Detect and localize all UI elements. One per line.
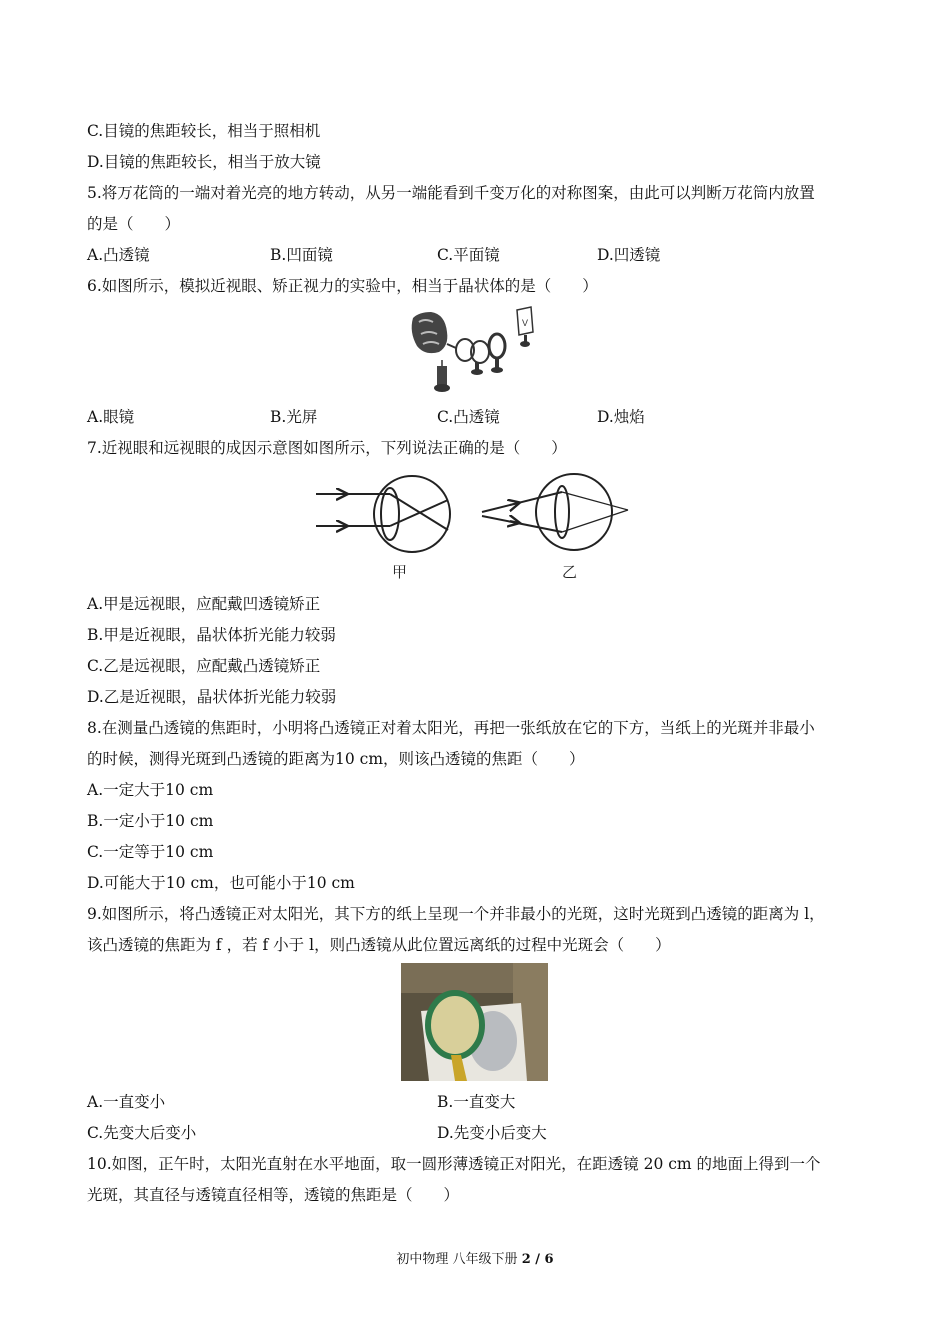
q7-option-c: C.乙是远视眼，应配戴凸透镜矫正 [87,657,321,675]
q8-option-d: D.可能大于10 cm，也可能小于10 cm [87,874,355,892]
label-yi: 乙 [562,563,578,581]
q9-option-c: C.先变大后变小 [87,1124,197,1142]
page-number: 2 / 6 [521,1252,554,1267]
convex-lens-icon [489,334,505,373]
q9-stem-line2: 该凸透镜的焦距为 f ，若 f 小于 l，则凸透镜从此位置远离纸的过程中光斑会（ ） [87,936,671,954]
label-jia: 甲 [392,563,408,581]
q6-option-a: A.眼镜 [87,408,135,426]
q5-option-c: C.平面镜 [437,246,500,264]
candle-icon [434,360,450,392]
q6-option-d: D.烛焰 [597,408,645,426]
q5-option-b: B.凹面镜 [270,246,333,264]
page-footer [0,1248,950,1267]
myopia-eye-diagram [316,476,450,552]
q8-stem-line1: 8.在测量凸透镜的焦距时，小明将凸透镜正对着太阳光，再把一张纸放在它的下方，当纸上的光斑并非最小 [87,719,815,737]
q6-option-c: C.凸透镜 [437,408,500,426]
q8-option-b: B.一定小于10 cm [87,812,214,830]
q5-stem-line2: 的是（ ） [87,215,181,233]
q9-magnifier-photo [401,963,548,1081]
glasses-icon [447,339,489,363]
q4-option-c: C.目镜的焦距较长，相当于照相机 [87,122,321,140]
q7-eye-diagram [310,464,640,584]
q10-stem-line1: 10.如图，正午时，太阳光直射在水平地面，取一圆形薄透镜正对阳光，在距透镜 20 cm 的地面上得到一个 [87,1155,821,1173]
q6-experiment-figure [405,304,550,402]
q8-option-a: A.一定大于10 cm [87,781,214,799]
q7-stem: 7.近视眼和远视眼的成因示意图如图所示，下列说法正确的是（ ） [87,439,567,457]
q9-option-b: B.一直变大 [437,1093,516,1111]
q5-option-d: D.凹透镜 [597,246,661,264]
footer-course: 初中物理 八年级下册 [396,1252,522,1267]
q7-option-a: A.甲是远视眼，应配戴凹透镜矫正 [87,595,321,613]
q5-option-a: A.凸透镜 [87,246,150,264]
q6-stem: 6.如图所示，模拟近视眼、矫正视力的实验中，相当于晶状体的是（ ） [87,277,598,295]
q6-option-b: B.光屏 [270,408,318,426]
q9-option-a: A.一直变小 [87,1093,166,1111]
hyperopia-eye-diagram [482,474,628,550]
q9-stem-line1: 9.如图所示，将凸透镜正对太阳光，其下方的纸上呈现一个并非最小的光斑，这时光斑到凸透镜的距离为 l， [87,905,825,923]
q8-stem-line2: 的时候，测得光斑到凸透镜的距离为10 cm，则该凸透镜的焦距（ ） [87,750,585,768]
q4-option-d: D.目镜的焦距较长，相当于放大镜 [87,153,321,171]
light-screen-icon [517,307,533,347]
svg-text:V: V [522,318,529,328]
q9-option-d: D.先变小后变大 [437,1124,547,1142]
q7-option-b: B.甲是近视眼，晶状体折光能力较弱 [87,626,336,644]
q5-stem-line1: 5.将万花筒的一端对着光亮的地方转动，从另一端能看到千变万化的对称图案，由此可以判断万花筒内放置 [87,184,815,202]
q8-option-c: C.一定等于10 cm [87,843,214,861]
eye-model-icon [412,312,448,353]
q7-option-d: D.乙是近视眼，晶状体折光能力较弱 [87,688,337,706]
q10-stem-line2: 光斑，其直径与透镜直径相等，透镜的焦距是（ ） [87,1186,460,1204]
